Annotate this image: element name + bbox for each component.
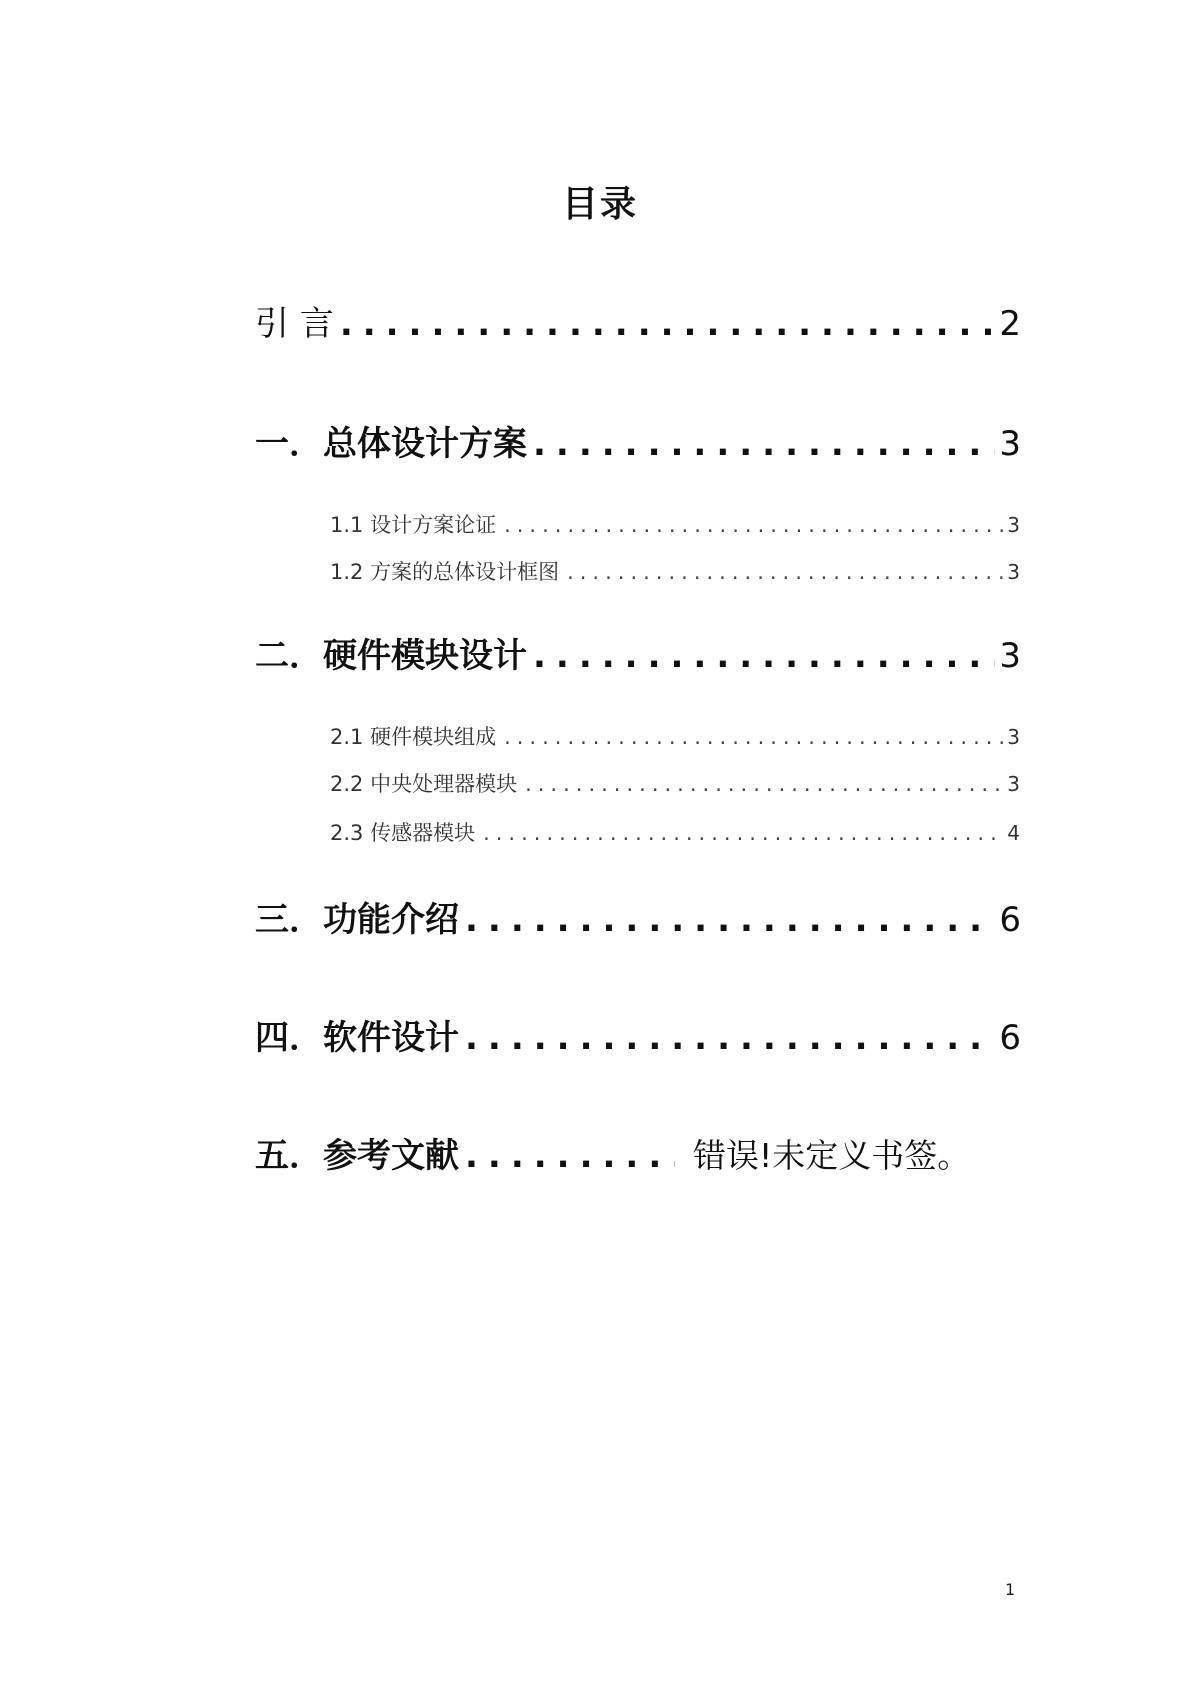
toc-entry-section-2-1[interactable] [330,720,1020,754]
toc-entry-label: 1.2 方案的总体设计框图 [330,560,560,584]
toc-entry-section-1-2[interactable] [330,555,1020,589]
toc-leader-dots [559,555,1003,589]
toc-entry-page: 6 [999,1018,1021,1058]
toc-entry-page: 4 [1007,821,1020,845]
toc-entry-page: 3 [999,424,1021,464]
toc-entry-label: 四．软件设计 [255,1018,459,1058]
toc-entry-section-2-2[interactable] [330,767,1020,801]
toc-entry-chapter-3[interactable] [255,892,1021,948]
toc-leader-dots [459,1010,995,1066]
toc-entry-label: 三．功能介绍 [255,900,459,940]
toc-entry-page: 3 [999,636,1021,676]
toc-leader-dots [459,892,995,948]
toc-leader-dots [496,508,1003,542]
toc-entry-chapter-5[interactable] [255,1128,1021,1184]
toc-entry-page: 2 [999,304,1021,344]
toc-entry-page: 6 [999,900,1021,940]
toc-entry-label: 2.3 传感器模块 [330,821,476,845]
toc-leader-dots [517,767,1003,801]
toc-entry-introduction[interactable] [255,296,1021,352]
toc-entry-chapter-4[interactable] [255,1010,1021,1066]
toc-entry-page: 3 [1007,725,1020,749]
toc-entry-chapter-2[interactable] [255,628,1021,684]
toc-entry-section-2-3[interactable] [330,816,1020,850]
toc-entry-label: 引 言 [255,304,334,344]
toc-leader-dots [496,720,1003,754]
toc-title: 目录 [561,184,638,225]
page-number: 1 [1005,1580,1016,1599]
toc-entry-label: 一．总体设计方案 [255,424,527,464]
toc-entry-label: 2.1 硬件模块组成 [330,725,497,749]
toc-leader-dots [459,1128,675,1184]
toc-entry-label: 2.2 中央处理器模块 [330,772,518,796]
toc-leader-dots [527,628,995,684]
toc-entry-page: 3 [1007,560,1020,584]
toc-entry-label: 五．参考文献 [255,1136,459,1176]
toc-entry-label: 二．硬件模块设计 [255,636,527,676]
toc-entry-page: 3 [1007,772,1020,796]
toc-entry-page: 3 [1007,513,1020,537]
toc-entry-chapter-1[interactable] [255,416,1021,472]
toc-leader-dots [475,816,1003,850]
toc-leader-dots [334,296,996,352]
toc-entry-label: 1.1 设计方案论证 [330,513,497,537]
toc-entry-error-text: 错误!未定义书签。 [693,1136,971,1175]
toc-entry-section-1-1[interactable] [330,508,1020,542]
toc-leader-dots [527,416,995,472]
